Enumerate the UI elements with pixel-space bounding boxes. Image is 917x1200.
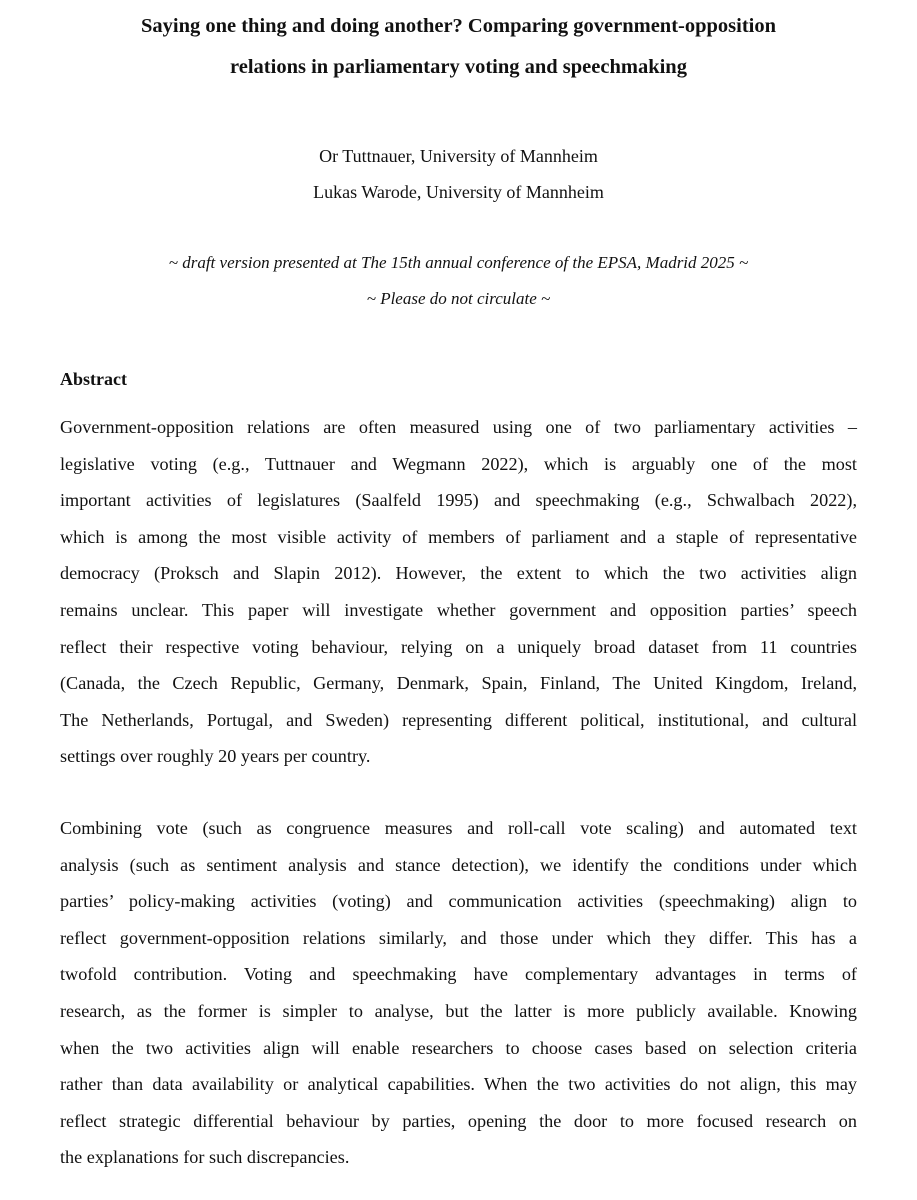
text-line: research, as the former is simpler to analyse, but the latter is more publicly available. Knowing bbox=[60, 1000, 857, 1021]
text-line: Government-opposition relations are often measured using one of two parliamentary activities – bbox=[60, 417, 857, 437]
abstract-paragraph-1 bbox=[60, 409, 857, 775]
author: Lukas Warode, University of Mannheim bbox=[313, 182, 604, 202]
text-line: parties’ policy-making activities (voting) and communication activities (speechmaking) align to bbox=[60, 891, 857, 912]
text-line: the explanations for such discrepancies. bbox=[60, 1147, 350, 1168]
paper-title bbox=[0, 6, 917, 88]
text-line: reflect strategic differential behaviour by parties, opening the door to more focused research on bbox=[60, 1110, 857, 1131]
text-line: The Netherlands, Portugal, and Sweden) representing different political, institutional, and cultural bbox=[60, 709, 857, 730]
text-line: rather than data availability or analytical capabilities. When the two activities do not align, this may bbox=[60, 1074, 857, 1095]
abstract-paragraph-2 bbox=[60, 810, 857, 1176]
text-line: remains unclear. This paper will investigate whether government and opposition parties’ speech bbox=[60, 599, 857, 620]
text-line: democracy (Proksch and Slapin 2012). However, the extent to which the two activities align bbox=[60, 563, 857, 584]
circulation-note: ~ Please do not circulate ~ bbox=[366, 289, 551, 308]
text-line: reflect their respective voting behaviour, relying on a uniquely broad dataset from 11 countries bbox=[60, 636, 857, 657]
text-line: legislative voting (e.g., Tuttnauer and Wegmann 2022), which is arguably one of the most bbox=[60, 453, 857, 474]
title-line: relations in parliamentary voting and speechmaking bbox=[230, 56, 687, 78]
title-line: Saying one thing and doing another? Comparing government-opposition bbox=[140, 15, 777, 37]
text-line: settings over roughly 20 years per country. bbox=[60, 746, 371, 767]
text-line: important activities of legislatures (Saalfeld 1995) and speechmaking (e.g., Schwalbach 2022), bbox=[60, 490, 857, 511]
text-line: when the two activities align will enable researchers to choose cases based on selection criteria bbox=[60, 1037, 857, 1058]
abstract-heading: Abstract bbox=[60, 369, 127, 389]
text-line: analysis (such as sentiment analysis and stance detection), we identify the conditions under which bbox=[60, 854, 857, 875]
text-line: (Canada, the Czech Republic, Germany, Denmark, Spain, Finland, The United Kingdom, Ireland, bbox=[60, 673, 857, 694]
author: Or Tuttnauer, University of Mannheim bbox=[319, 146, 598, 166]
conference-note: ~ draft version presented at The 15th annual conference of the EPSA, Madrid 2025 ~ bbox=[168, 253, 749, 272]
text-line: Combining vote (such as congruence measures and roll-call vote scaling) and automated text bbox=[60, 818, 857, 838]
text-line: twofold contribution. Voting and speechmaking have complementary advantages in terms of bbox=[60, 964, 857, 985]
draft-notes bbox=[0, 245, 917, 317]
text-line: which is among the most visible activity of members of parliament and a staple of representative bbox=[60, 526, 857, 547]
author-list bbox=[0, 138, 917, 210]
text-line: reflect government-opposition relations similarly, and those under which they differ. This has a bbox=[60, 927, 857, 948]
